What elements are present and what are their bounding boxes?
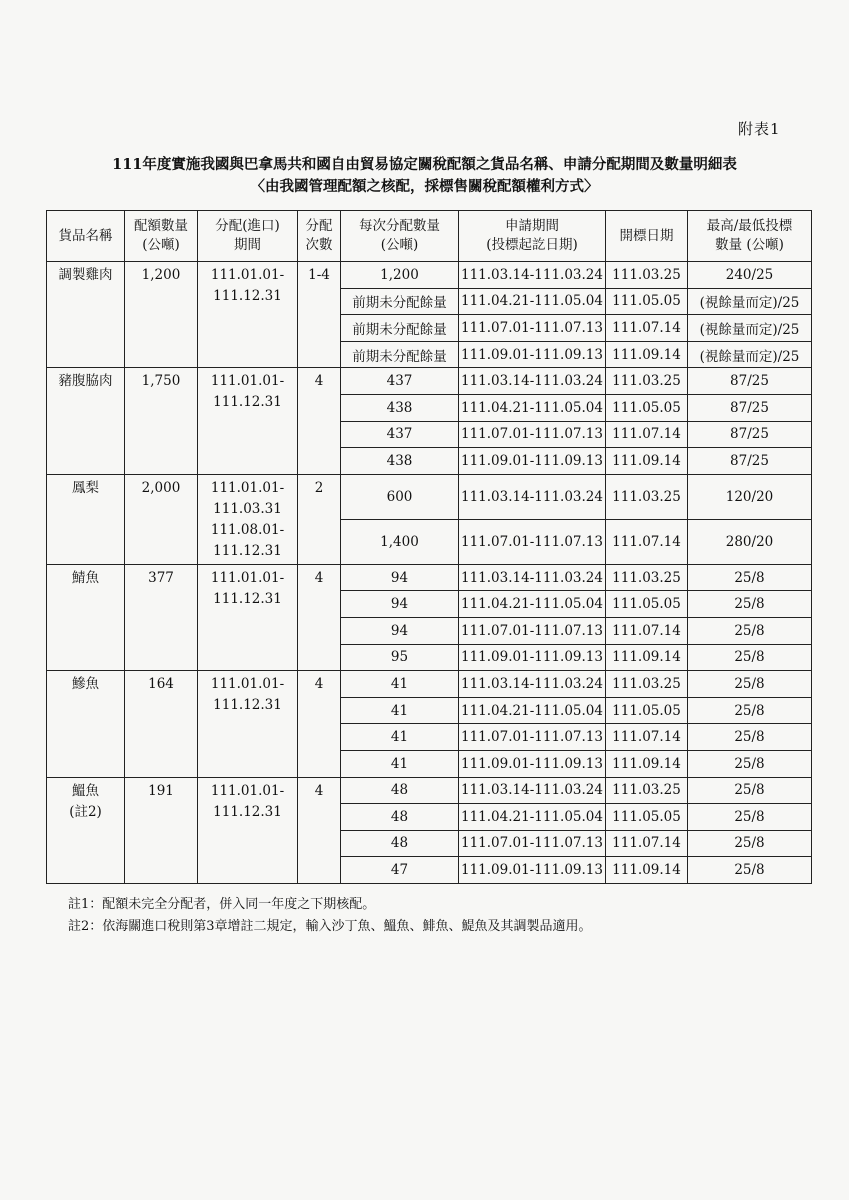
quota-table [46,210,812,884]
table-row [47,564,812,591]
header-period [198,211,298,262]
application-period: 111.07.01-111.07.13 [459,421,606,448]
opening-date: 111.05.05 [606,394,688,421]
goods-name: 鯖魚 [72,569,99,586]
per-allocation-amount: 前期未分配餘量 [341,341,459,368]
allocation-period-line: 111.01.01- [210,479,285,496]
per-allocation-amount: 600 [341,474,459,519]
bid-quantity: 25/8 [688,671,812,698]
header-bid-line1: 最高/最低投標 [706,218,793,234]
allocation-period-line: 111.01.01- [210,782,285,799]
goods-name: 調製雞肉 [58,267,113,283]
goods-name-note: (註2) [69,803,102,820]
application-period: 111.07.01-111.07.13 [459,617,606,644]
goods-name-cell [47,671,125,777]
opening-date: 111.09.14 [606,448,688,475]
application-period: 111.03.14-111.03.24 [459,564,606,591]
opening-date: 111.09.14 [606,750,688,777]
allocation-period-line: 111.12.31 [213,542,282,559]
per-allocation-amount: 94 [341,591,459,618]
allocation-period-line: 111.03.31 [213,500,282,517]
opening-date: 111.03.25 [606,262,688,289]
bid-quantity: 25/8 [688,644,812,671]
goods-name-cell [47,474,125,564]
allocation-period-line: 111.01.01- [210,569,285,586]
per-allocation-amount: 41 [341,724,459,751]
allocation-period-line: 111.12.31 [213,697,282,714]
opening-date: 111.05.05 [606,288,688,315]
application-period: 111.03.14-111.03.24 [459,671,606,698]
application-period: 111.04.21-111.05.04 [459,394,606,421]
allocation-period-line: 111.12.31 [213,803,282,820]
opening-date: 111.07.14 [606,617,688,644]
header-per-line1: 每次分配數量 [359,218,440,234]
allocation-period [198,564,298,670]
per-allocation-amount: 41 [341,750,459,777]
application-period: 111.09.01-111.09.13 [459,857,606,884]
bid-quantity: 25/8 [688,697,812,724]
bid-quantity: 25/8 [688,617,812,644]
application-period: 111.07.01-111.07.13 [459,315,606,342]
bid-quantity: 25/8 [688,777,812,804]
bid-quantity: (視餘量而定)/25 [688,315,812,342]
header-bid-line2: 數量 (公噸) [715,237,784,253]
header-quota-line2: (公噸) [142,237,180,253]
allocation-times: 4 [298,777,341,883]
per-allocation-amount: 前期未分配餘量 [341,315,459,342]
header-per-line2: (公噸) [380,237,419,253]
header-open-date: 開標日期 [606,211,688,262]
bid-quantity: (視餘量而定)/25 [688,341,812,368]
opening-date: 111.07.14 [606,421,688,448]
goods-name: 鰺魚 [72,676,99,693]
opening-date: 111.03.25 [606,777,688,804]
opening-date: 111.09.14 [606,341,688,368]
allocation-times: 4 [298,368,341,474]
header-apply-line2: (投標起訖日期) [486,237,578,253]
allocation-period-line: 111.08.01- [210,521,285,538]
application-period: 111.09.01-111.09.13 [459,750,606,777]
allocation-period-line: 111.01.01- [210,373,285,390]
opening-date: 111.03.25 [606,564,688,591]
bid-quantity: 25/8 [688,804,812,831]
per-allocation-amount: 438 [341,394,459,421]
document-subtitle: 〈由我國管理配額之核配，採標售關稅配額權利方式〉 [250,178,599,195]
quota-amount: 2,000 [125,474,198,564]
per-allocation-amount: 95 [341,644,459,671]
opening-date: 111.05.05 [606,697,688,724]
table-row [47,777,812,804]
annex-label: 附表1 [738,120,781,138]
bid-quantity: (視餘量而定)/25 [688,288,812,315]
allocation-period-line: 111.01.01- [210,676,285,693]
opening-date: 111.05.05 [606,591,688,618]
application-period: 111.07.01-111.07.13 [459,830,606,857]
quota-amount: 1,200 [125,262,198,368]
per-allocation-amount: 1,200 [341,262,459,289]
goods-name: 豬腹脇肉 [58,373,113,390]
notes [68,894,592,938]
opening-date: 111.03.25 [606,474,688,519]
opening-date: 111.07.14 [606,724,688,751]
application-period: 111.07.01-111.07.13 [459,519,606,564]
goods-name-cell [47,262,125,368]
allocation-period [198,262,298,368]
per-allocation-amount: 438 [341,448,459,475]
table-row [47,262,812,289]
header-times-line2: 次數 [305,237,333,253]
header-bid-quantity [688,211,812,262]
quota-amount: 191 [125,777,198,883]
header-times-line1: 分配 [305,218,333,234]
bid-quantity: 25/8 [688,564,812,591]
bid-quantity: 25/8 [688,591,812,618]
header-times [298,211,341,262]
bid-quantity: 25/8 [688,830,812,857]
bid-quantity: 240/25 [688,262,812,289]
allocation-times: 4 [298,671,341,777]
allocation-period-line: 111.12.31 [213,590,282,607]
allocation-times: 1-4 [298,262,341,368]
note-2: 註2：依海關進口稅則第3章增註二規定，輸入沙丁魚、鰮魚、鯡魚、鯷魚及其調製品適用。 [68,919,592,934]
allocation-period [198,671,298,777]
allocation-period-line: 111.01.01- [210,267,285,283]
per-allocation-amount: 前期未分配餘量 [341,288,459,315]
per-allocation-amount: 48 [341,804,459,831]
bid-quantity: 25/8 [688,750,812,777]
quota-amount: 1,750 [125,368,198,474]
note-1: 註1：配額未完全分配者，併入同一年度之下期核配。 [68,897,376,912]
per-allocation-amount: 47 [341,857,459,884]
bid-quantity: 87/25 [688,368,812,395]
bid-quantity: 87/25 [688,394,812,421]
table-row [47,671,812,698]
per-allocation-amount: 41 [341,697,459,724]
allocation-period [198,777,298,883]
opening-date: 111.05.05 [606,804,688,831]
application-period: 111.04.21-111.05.04 [459,288,606,315]
header-period-line2: 期間 [234,237,261,253]
opening-date: 111.09.14 [606,644,688,671]
per-allocation-amount: 48 [341,777,459,804]
per-allocation-amount: 94 [341,617,459,644]
per-allocation-amount: 437 [341,421,459,448]
quota-amount: 164 [125,671,198,777]
goods-name-cell [47,564,125,670]
opening-date: 111.07.14 [606,315,688,342]
application-period: 111.03.14-111.03.24 [459,368,606,395]
application-period: 111.03.14-111.03.24 [459,474,606,519]
application-period: 111.03.14-111.03.24 [459,777,606,804]
bid-quantity: 25/8 [688,724,812,751]
application-period: 111.04.21-111.05.04 [459,804,606,831]
quota-amount: 377 [125,564,198,670]
header-apply-period [459,211,606,262]
application-period: 111.03.14-111.03.24 [459,262,606,289]
per-allocation-amount: 94 [341,564,459,591]
application-period: 111.07.01-111.07.13 [459,724,606,751]
goods-name: 鰮魚 [72,782,99,799]
per-allocation-amount: 437 [341,368,459,395]
application-period: 111.09.01-111.09.13 [459,341,606,368]
bid-quantity: 120/20 [688,474,812,519]
table-row [47,368,812,395]
header-period-line1: 分配(進口) [215,218,280,234]
bid-quantity: 25/8 [688,857,812,884]
allocation-period-line: 111.12.31 [213,288,282,304]
allocation-period [198,368,298,474]
bid-quantity: 87/25 [688,448,812,475]
table-row [47,474,812,519]
allocation-times: 2 [298,474,341,564]
goods-name-cell [47,368,125,474]
document-title: 111年度實施我國與巴拿馬共和國自由貿易協定關稅配額之貨品名稱、申請分配期間及數量明細表 [112,156,737,173]
opening-date: 111.09.14 [606,857,688,884]
opening-date: 111.03.25 [606,368,688,395]
per-allocation-amount: 41 [341,671,459,698]
opening-date: 111.07.14 [606,830,688,857]
application-period: 111.09.01-111.09.13 [459,644,606,671]
opening-date: 111.03.25 [606,671,688,698]
opening-date: 111.07.14 [606,519,688,564]
application-period: 111.04.21-111.05.04 [459,591,606,618]
application-period: 111.09.01-111.09.13 [459,448,606,475]
bid-quantity: 87/25 [688,421,812,448]
allocation-period [198,474,298,564]
allocation-times: 4 [298,564,341,670]
header-quota-line1: 配額數量 [134,218,188,234]
goods-name: 鳳梨 [72,479,99,496]
header-goods: 貨品名稱 [47,211,125,262]
per-allocation-amount: 1,400 [341,519,459,564]
application-period: 111.04.21-111.05.04 [459,697,606,724]
goods-name-cell [47,777,125,883]
allocation-period-line: 111.12.31 [213,394,282,411]
header-per-allocation [341,211,459,262]
table-header-row [47,211,812,262]
header-quota [125,211,198,262]
quota-table-body [47,262,812,884]
header-apply-line1: 申請期間 [505,218,559,234]
bid-quantity: 280/20 [688,519,812,564]
per-allocation-amount: 48 [341,830,459,857]
